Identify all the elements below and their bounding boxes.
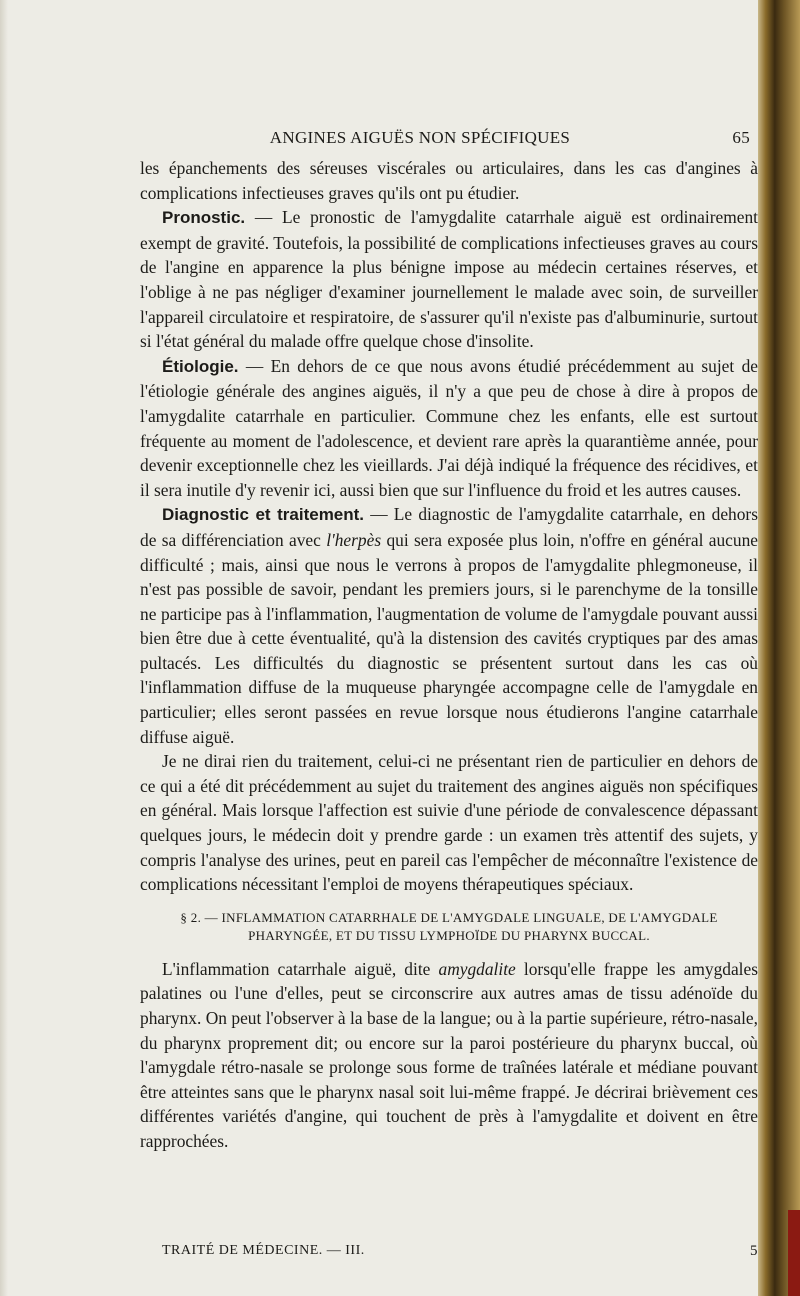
heading-diagnostic: Diagnostic et traitement. [162, 505, 365, 525]
paragraph-text: L'inflammation catarrhale aiguë, dite [162, 958, 439, 979]
paragraph-text: — Le diagnostic de l'amygdalite catarrhale, en dehors de sa différenciation avec [140, 504, 758, 550]
paragraph-inflammation [140, 957, 758, 1154]
paragraph-text: qui sera exposée plus loin, n'offre en général aucune difficulté ; mais, ainsi que nous le verrons à propos de l'amygdalite phlegmoneuse, il n'est pas possible de savoir, pendant les premiers jours, si le parenchyme de la tonsille ne participe pas à l'inflammation, l'augmentation de volume de l'amygdale pouvant aussi bien être due à cette éventualité, qu'à la distension des cavités cryptiques par des amas pultacés. Les difficultés du diagnostic se présentent surtout dans les cas où l'inflammation diffuse de la muqueuse pharyngée accompagne celle de l'amygdale en particulier; elles seront passées en revue lorsque nous étudierons l'angine catarrhale diffuse aiguë. [140, 529, 758, 747]
paragraph-traitement: Je ne dirai rien du traitement, celui-ci ne présentant rien de particulier en dehors de ce qui a été dit précédemment au sujet du traitement des angines aiguës non spécifiques en général. Mais lorsque l'affection est suivie d'une période de convalescence dépassant quelques jours, le médecin doit y prendre garde : un examen très attentif des sujets, y compris l'analyse des urines, peut en pareil cas l'empêcher de méconnaître l'existence de complications nécessitant l'emploi de moyens thérapeutiques spéciaux. [140, 751, 758, 895]
book-edge [758, 0, 800, 1296]
page-number: 65 [732, 128, 750, 147]
page-footer [162, 1243, 758, 1265]
printer-signature: TRAITÉ DE MÉDECINE. — III. [162, 1243, 365, 1258]
italic-term: amygdalite [438, 958, 516, 979]
italic-term: l'herpès [326, 529, 382, 550]
page-gutter-shadow [0, 0, 8, 1296]
paragraph-continuation: les épanchements des séreuses viscérales ou articulaires, dans les cas d'angines à complications infectieuses graves qu'ils ont pu étudier. [140, 158, 758, 203]
paragraph-text: — En dehors de ce que nous avons étudié précédemment au sujet de l'étiologie générale des angines aiguës, il n'y a que peu de chose à dire à propos de l'amygdalite catarrhale en particulier. Commune chez les enfants, elle est surtout fréquente au moment de l'adolescence, et devient rare après la quarantième année, pour devenir exceptionnelle chez les vieillards. J'ai déjà indiqué la fréquence des récidives, et il sera inutile d'y revenir ici, aussi bien que sur l'influence du froid et les autres causes. [140, 355, 758, 500]
heading-pronostic: Pronostic. [162, 208, 246, 228]
body-text [140, 156, 758, 1154]
section-title-line: § 2. — INFLAMMATION CATARRHALE DE L'AMYGDALE LINGUALE, DE L'AMYGDALE [180, 909, 718, 925]
section-title-line: PHARYNGÉE, ET DU TISSU LYMPHOÏDE DU PHARYNX BUCCAL. [248, 927, 650, 943]
paragraph-text: lorsqu'elle frappe les amygdales palatines ou l'une d'elles, peut se circonscrire aux autres amas de tissu adénoïde du pharynx. On peut l'observer à la base de la langue; ou à la partie supérieure, rétro-nasale, du pharynx proprement dit; ou encore sur la paroi postérieure du pharynx buccal, où l'amygdale rétro-nasale se prolonge sous forme de traînées latérale et médiane pouvant être atteintes sans que le pharynx nasal soit lui-même frappé. Je décrirai brièvement ces différentes variétés d'angine, qui touchent de près à l'amygdalite et doivent en être rapprochées. [140, 958, 759, 1151]
paragraph-etiologie [140, 354, 758, 503]
book-edge-red-ribbon [788, 1210, 800, 1296]
paragraph-text: — Le pronostic de l'amygdalite catarrhale aiguë est ordinairement exempt de gravité. Toutefois, la possibilité de complications infectieuses graves au cours de l'angine en apparence la plus bénigne impose au médecin certaines réserves, et l'oblige à ne pas négliger d'examiner journellement le malade avec soin, de surveiller l'appareil circulatoire et respiratoire, de s'assurer qu'il n'existe pas d'albuminurie, surtout si l'état général du malade offre quelque chose d'insolite. [140, 207, 758, 352]
heading-etiologie: Étiologie. [162, 356, 239, 376]
paragraph-pronostic [140, 205, 758, 354]
signature-mark: 5 [750, 1243, 758, 1259]
paragraph-diagnostic [140, 502, 758, 749]
running-head: ANGINES AIGUËS NON SPÉCIFIQUES [269, 128, 571, 147]
section-title [140, 909, 758, 945]
page-header [150, 128, 750, 152]
